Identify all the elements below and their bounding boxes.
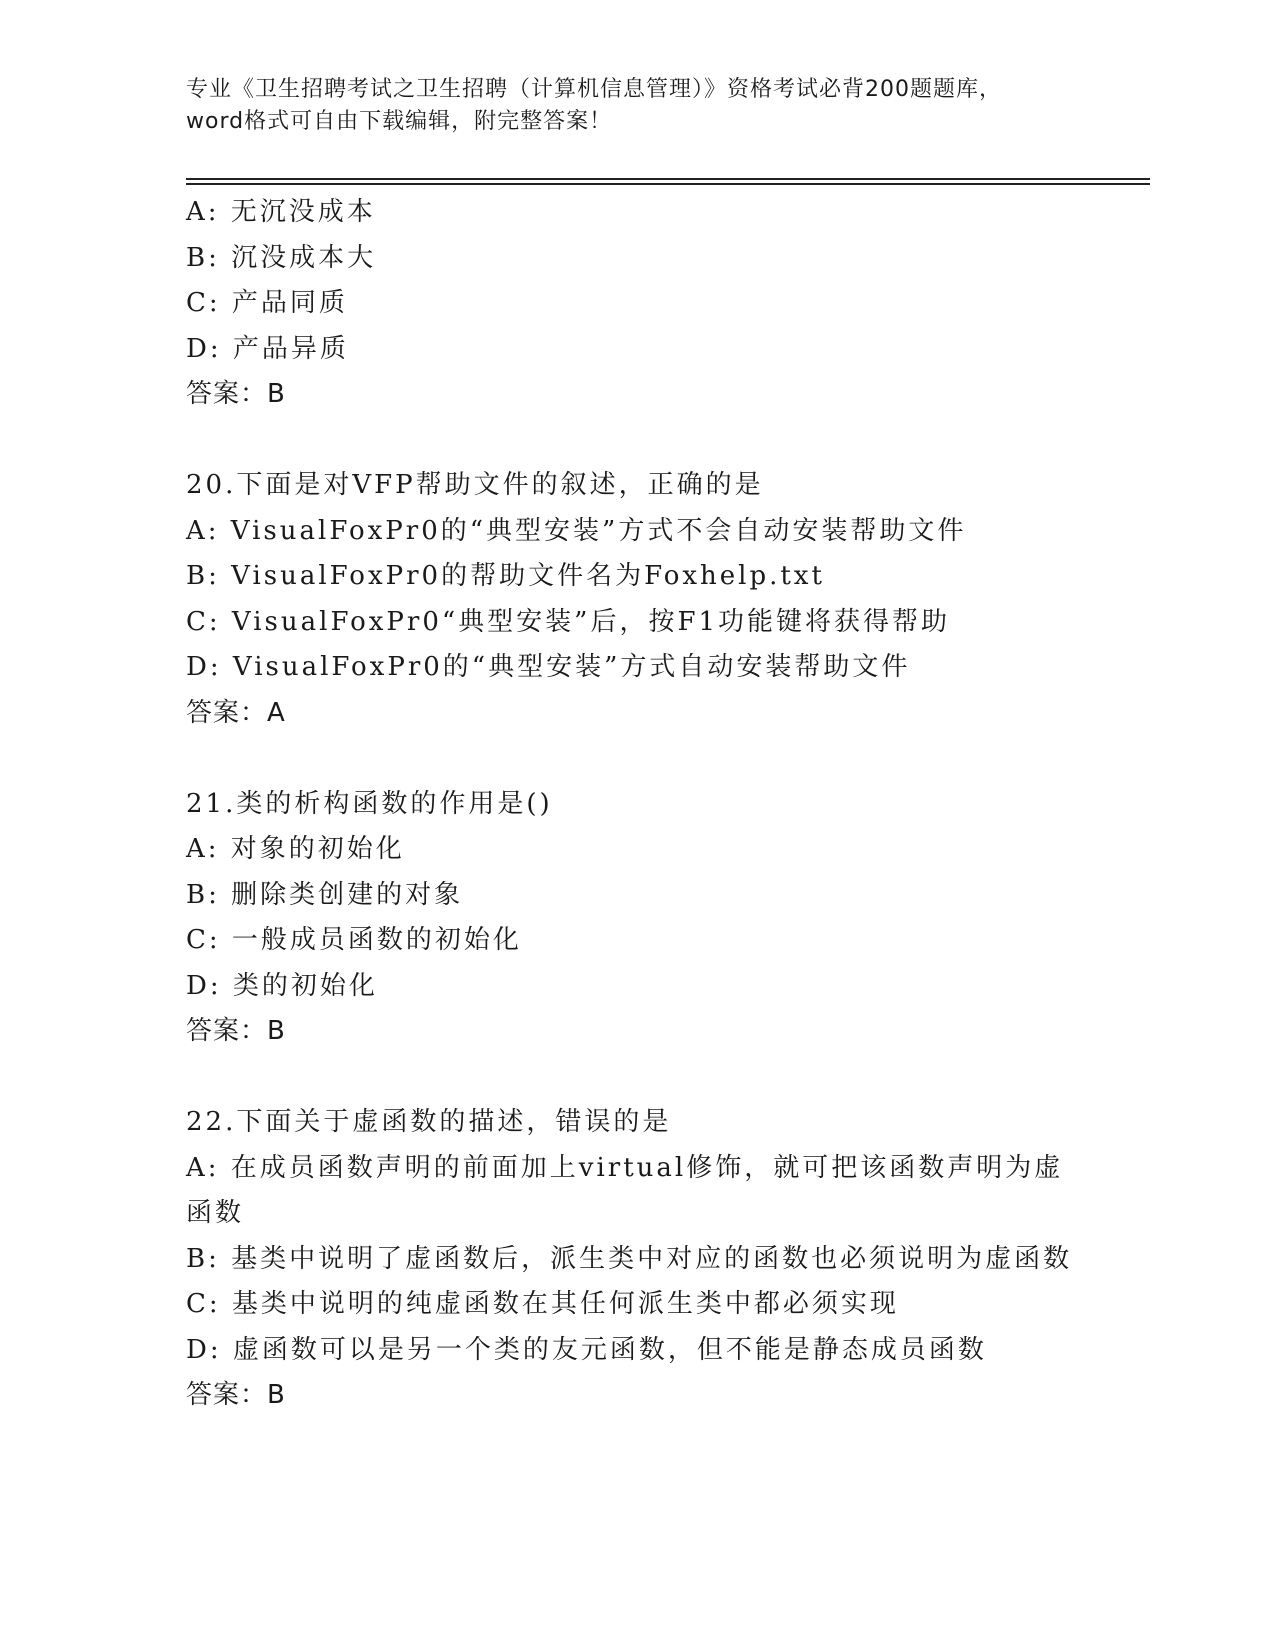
answer-line: 答案：B (186, 1016, 286, 1046)
header-divider-top (186, 178, 1150, 180)
header-divider-bottom (186, 183, 1150, 185)
spacer (186, 736, 1086, 782)
question-text: 21.类的析构函数的作用是() (186, 788, 553, 819)
option-c: C: 产品同质 (186, 288, 348, 318)
option-b: B: 沉没成本大 (186, 242, 377, 273)
option-c: C: 基类中说明的纯虚函数在其任何派生类中都必须实现 (186, 1289, 899, 1319)
option-a: A: 无沉没成本 (186, 197, 376, 227)
question-block (186, 190, 1086, 418)
option-b: B: 基类中说明了虚函数后，派生类中对应的函数也必须说明为虚函数 (186, 1243, 1073, 1274)
question-text: 22.下面关于虚函数的描述，错误的是 (186, 1107, 672, 1137)
option-a: A: 对象的初始化 (186, 834, 405, 864)
option-d: D: VisualFoxPr0的“典型安装”方式自动安装帮助文件 (186, 652, 911, 682)
header-title-line-2: word格式可自由下载编辑，附完整答案！ (186, 109, 613, 134)
answer-line: 答案：A (186, 697, 286, 728)
spacer (186, 418, 1086, 464)
question-text: 20.下面是对VFP帮助文件的叙述，正确的是 (186, 470, 764, 500)
question-block (186, 463, 1086, 736)
option-d: D: 虚函数可以是另一个类的友元函数，但不能是静态成员函数 (186, 1334, 987, 1365)
answer-line: 答案：B (186, 1380, 286, 1410)
option-d: D: 类的初始化 (186, 970, 378, 1001)
question-block (186, 1100, 1086, 1419)
answer-line: 答案：B (186, 379, 286, 409)
document-header (186, 74, 1086, 138)
option-b: B: VisualFoxPr0的帮助文件名为Foxhelp.txt (186, 561, 825, 591)
spacer (186, 1055, 1086, 1101)
question-block (186, 782, 1086, 1055)
option-a: A: VisualFoxPr0的“典型安装”方式不会自动安装帮助文件 (186, 515, 967, 546)
option-c: C: VisualFoxPr0“典型安装”后，按F1功能键将获得帮助 (186, 606, 951, 637)
question-list (186, 190, 1086, 1419)
option-d: D: 产品异质 (186, 333, 349, 364)
header-title-line-1: 专业《卫生招聘考试之卫生招聘（计算机信息管理）》资格考试必背200题题库， (186, 77, 1002, 102)
option-c: C: 一般成员函数的初始化 (186, 925, 522, 955)
option-b: B: 删除类创建的对象 (186, 879, 464, 910)
option-a: A: 在成员函数声明的前面加上virtual修饰，就可把该函数声明为虚函数 (186, 1152, 1064, 1228)
